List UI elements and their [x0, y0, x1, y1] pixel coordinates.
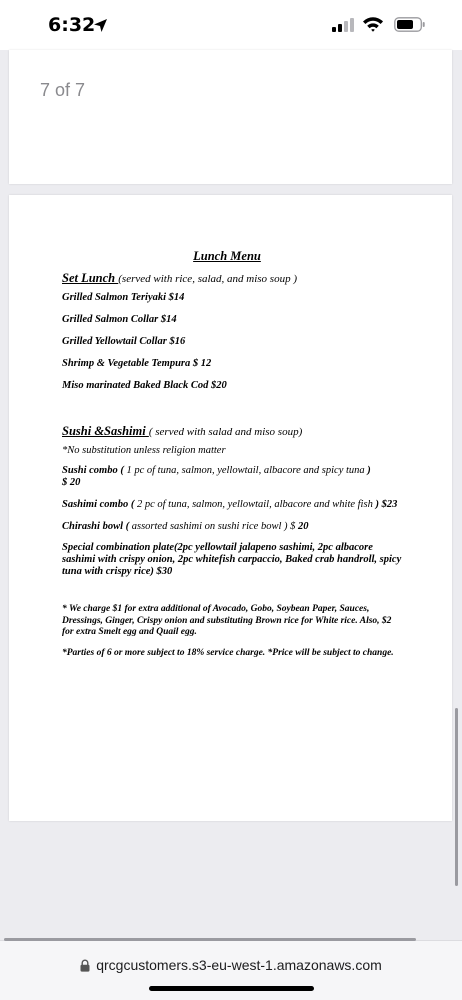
document-page-previous	[9, 50, 452, 184]
page-indicator: 7 of 7	[40, 80, 86, 100]
battery-icon	[394, 17, 426, 32]
sashimi-combo-desc: 2 pc of tuna, salmon, yellowtail, albacore and white fish	[136, 499, 373, 510]
menu-item-salmon-teriyaki: Grilled Salmon Teriyaki $14	[62, 292, 185, 303]
cellular-signal-icon	[332, 18, 356, 32]
menu-item-black-cod: Miso marinated Baked Black Cod $20	[62, 380, 227, 391]
sushi-combo-name: Sushi combo (	[62, 465, 127, 476]
vertical-scrollbar[interactable]	[455, 708, 458, 886]
menu-item-yellowtail-collar: Grilled Yellowtail Collar $16	[62, 336, 186, 347]
status-bar	[0, 0, 462, 50]
menu-item-salmon-collar: Grilled Salmon Collar $14	[62, 314, 177, 325]
sushi-combo-tail: )	[364, 465, 371, 476]
wifi-icon	[362, 16, 384, 32]
menu-item-special-combination: Special combination plate(2pc yellowtail jalapeno sashimi, 2pc albacore sashimi with crispy onion, 2pc whitefish carpaccio, Baked crab handroll, spicy tuna with crispy rice) $30	[62, 542, 402, 577]
sushi-sashimi-note: ( served with salad and miso soup)	[148, 426, 303, 438]
home-indicator[interactable]	[149, 986, 314, 991]
address-bar[interactable]	[0, 955, 462, 975]
set-lunch-title: Set Lunch	[62, 271, 119, 285]
menu-item-chirashi	[62, 521, 402, 533]
lunch-menu	[62, 249, 402, 659]
lock-icon	[80, 959, 90, 972]
chirashi-desc: assorted sashimi on sushi rice bowl ) $	[131, 521, 298, 532]
url-text: qrcgcustomers.s3-eu-west-1.amazonaws.com	[96, 957, 382, 973]
menu-item-sushi-combo	[62, 465, 402, 489]
set-lunch-heading	[62, 271, 402, 286]
status-time: 6:32	[48, 14, 96, 36]
sushi-sashimi-heading	[62, 424, 402, 439]
sashimi-combo-name: Sashimi combo (	[62, 499, 137, 510]
menu-title: Lunch Menu	[193, 249, 261, 263]
footnote-extras: * We charge $1 for extra additional of Avocado, Gobo, Soybean Paper, Sauces, Dressings, Ginger, Crispy onion and substituting Brown rice for White rice. Also, $2 for extra Smelt egg and Quail egg.	[62, 604, 392, 637]
no-substitution-note: *No substitution unless religion matter	[62, 445, 226, 456]
set-lunch-note: (served with rice, salad, and miso soup )	[118, 273, 297, 285]
sushi-combo-price: $ 20	[62, 477, 81, 488]
footnote-service-charge: *Parties of 6 or more subject to 18% service charge. *Price will be subject to change.	[62, 647, 394, 658]
chirashi-price: 20	[298, 521, 309, 532]
sushi-combo-desc: 1 pc of tuna, salmon, yellowtail, albacore and spicy tuna	[126, 465, 365, 476]
sushi-sashimi-title: Sushi &Sashimi	[62, 424, 149, 438]
menu-item-tempura: Shrimp & Vegetable Tempura $ 12	[62, 358, 212, 369]
chirashi-name: Chirashi bowl (	[62, 521, 132, 532]
location-arrow-icon	[93, 18, 108, 33]
menu-item-sashimi-combo	[62, 499, 402, 511]
horizontal-scrollbar[interactable]	[4, 938, 416, 941]
sashimi-combo-price: ) $23	[375, 499, 398, 510]
